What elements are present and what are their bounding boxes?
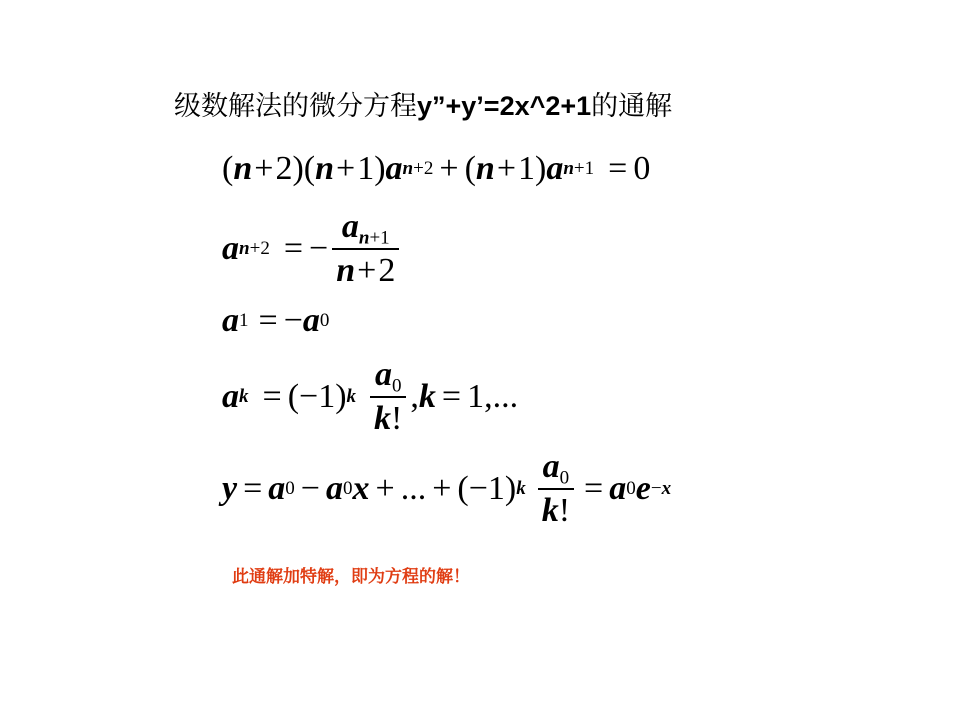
initial-coefficient-equation: a 1 = − a 0 [222,302,330,339]
title-text-2: 的通解 [591,91,673,122]
general-coefficient-equation: a k = (−1) k $\frac{a_0}{k!}$ , k = 1,... [222,356,519,437]
fraction: $\frac{a_{n+1}}{n+2}$ [332,210,399,288]
recurrence-equation: ( n + 2)( n + 1) a n+2 + ( n + 1) a n+1 = 0 [222,150,651,187]
fraction: $\frac{a_0}{k!}$ [538,450,574,528]
series-solution-equation: y = a 0 − a 0 x + ... + (−1) k $\frac{a_0}{k!}$ = a 0 e −x [222,448,672,529]
slide-title [174,86,894,127]
title-equation: y”+y’=2x^2+1 [417,91,592,121]
note-text: 此通解加特解，即为方程的解！ [232,567,470,587]
recurrence-solved-equation: a n+2 = − $\frac{a_{n+1}}{n+2}$ [222,210,403,288]
fraction: $\frac{a_0}{k!}$ [370,358,406,436]
title-text-1: 级数解法的微分方程 [174,91,417,122]
